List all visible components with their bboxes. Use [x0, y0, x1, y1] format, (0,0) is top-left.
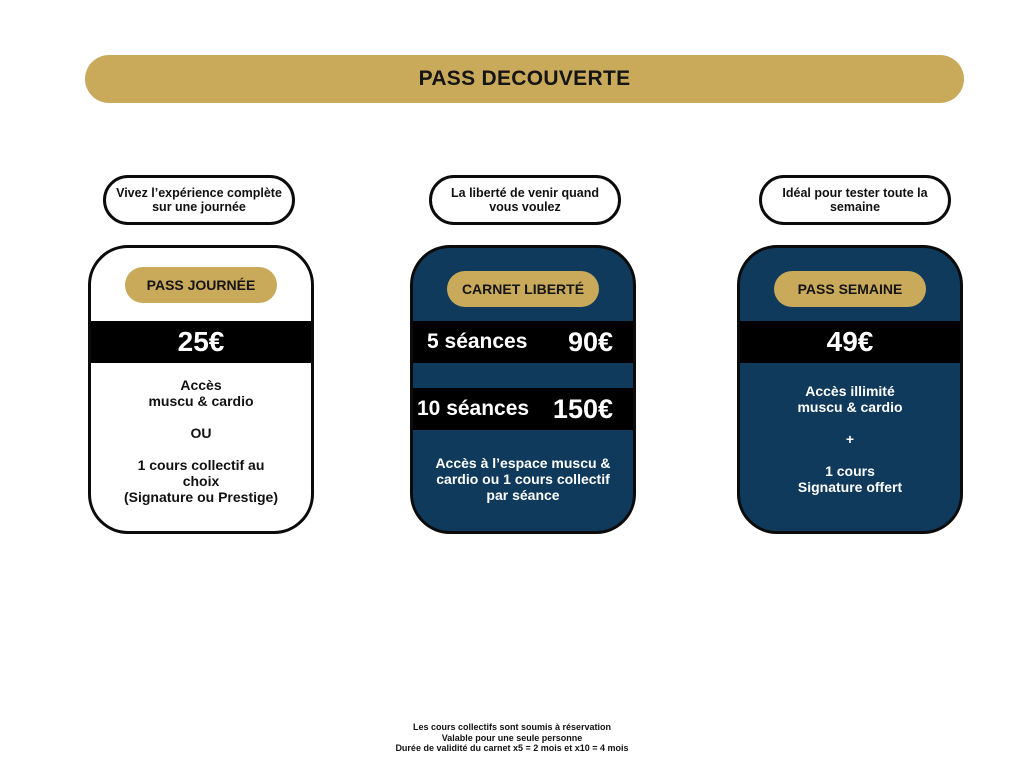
card-name-pill	[125, 267, 277, 303]
tagline-text: Vivez l’expérience complète sur une journée	[116, 186, 282, 214]
tagline-pass-semaine	[759, 175, 951, 225]
desc-line: Signature offert	[797, 479, 903, 495]
price-band	[91, 321, 311, 363]
tagline-text: La liberté de venir quand vous voulez	[451, 186, 599, 214]
card-name: CARNET LIBERTÉ	[461, 281, 585, 297]
price: 49€	[826, 326, 874, 357]
option-price: 150€	[552, 393, 613, 424]
desc-line: muscu & cardio	[148, 393, 254, 409]
desc-line: Accès illimité	[805, 383, 895, 399]
card-pass-journee	[88, 245, 314, 534]
card-name-pill	[447, 271, 599, 307]
card-description	[750, 383, 950, 495]
card-name-pill	[774, 271, 926, 307]
page-title-banner	[85, 55, 964, 103]
option-price: 90€	[567, 326, 613, 357]
card-pass-semaine	[737, 245, 963, 534]
desc-line: (Signature ou Prestige)	[123, 489, 279, 505]
desc-line: muscu & cardio	[797, 399, 903, 415]
card-name: PASS SEMAINE	[797, 281, 903, 297]
desc-line: par séance	[486, 487, 560, 503]
desc-line: 1 cours collectif au	[137, 457, 265, 473]
price: 25€	[177, 326, 225, 357]
desc-line: cardio ou 1 cours collectif	[436, 471, 610, 487]
desc-line: 1 cours	[825, 463, 875, 479]
card-carnet-liberte	[410, 245, 636, 534]
footer-notes	[0, 722, 1024, 754]
page-title: PASS DECOUVERTE	[418, 67, 631, 90]
card-name: PASS JOURNÉE	[146, 277, 256, 293]
tagline-text: Idéal pour tester toute la semaine	[782, 186, 928, 214]
card-description	[101, 377, 301, 505]
desc-line: Accès	[180, 377, 222, 393]
option-label: 5 séances	[427, 330, 528, 353]
tagline-carnet-liberte	[429, 175, 621, 225]
option-5-seances	[413, 321, 633, 363]
option-10-seances	[413, 388, 633, 430]
option-label: 10 séances	[417, 397, 530, 420]
desc-line: choix	[182, 473, 220, 489]
desc-line: OU	[190, 425, 212, 441]
footer-line: Les cours collectifs sont soumis à réservation	[412, 722, 612, 732]
card-description	[423, 455, 623, 503]
footer-line: Durée de validité du carnet x5 = 2 mois et x10 = 4 mois	[395, 743, 629, 753]
price-band	[740, 321, 960, 363]
desc-line: Accès à l’espace muscu &	[435, 455, 611, 471]
desc-line: +	[845, 431, 855, 447]
footer-line: Valable pour une seule personne	[441, 732, 583, 743]
tagline-pass-journee	[103, 175, 295, 225]
